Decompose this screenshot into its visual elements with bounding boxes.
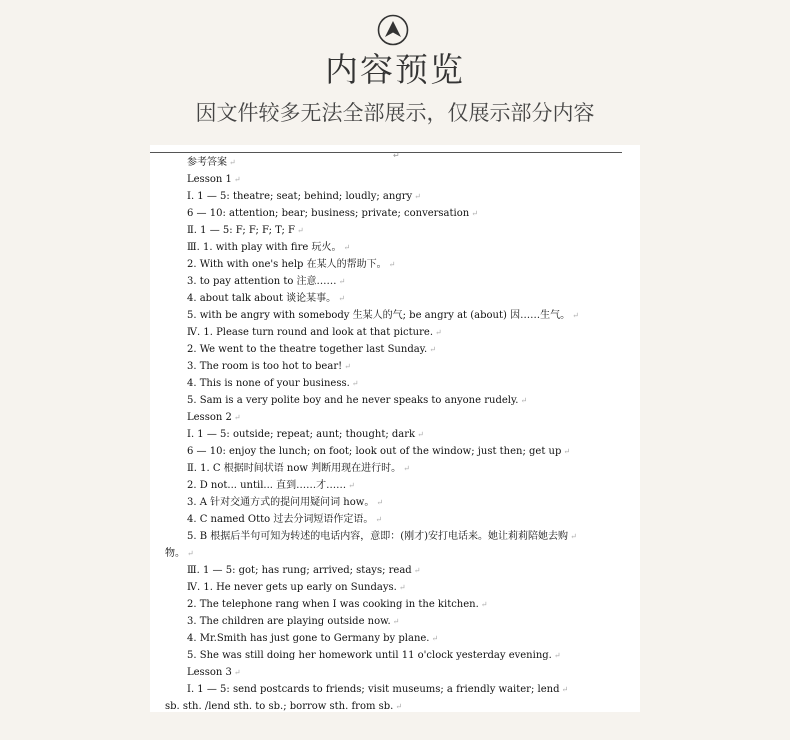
document-line (150, 307, 640, 324)
line-text: 2. We went to the theatre together last Sunday. (187, 344, 428, 355)
paragraph-mark-icon: ↵ (395, 702, 403, 711)
line-text: Ⅲ. 1. with play with fire 玩火。 (187, 242, 342, 253)
paragraph-mark-icon: ↵ (480, 600, 488, 609)
document-line (150, 426, 640, 443)
paragraph-mark-icon: ↵ (375, 515, 383, 524)
paragraph-mark-icon: ↵ (351, 379, 359, 388)
paragraph-mark-icon: ↵ (233, 413, 241, 422)
line-text: Ⅰ. 1 — 5: send postcards to friends; visit museums; a friendly waiter; lend (187, 684, 560, 695)
document-line (150, 375, 640, 392)
document-line (150, 324, 640, 341)
paragraph-mark-icon: ↵ (388, 260, 396, 269)
line-text: 5. with be angry with somebody 生某人的气; be angry at (about) 因……生气。 (187, 310, 571, 321)
paragraph-mark-icon: ↵ (229, 158, 236, 167)
paragraph-mark-icon: ↵ (344, 362, 351, 371)
document-line (150, 205, 640, 222)
document-line (150, 341, 640, 358)
paragraph-mark-icon: ↵ (403, 464, 410, 473)
line-text: 4. C named Otto 过去分词短语作定语。 (187, 514, 374, 525)
line-text: Lesson 1 (187, 174, 232, 185)
line-text: Ⅱ. 1. C 根据时间状语 now 判断用现在进行时。 (187, 463, 402, 474)
line-text: Ⅰ. 1 — 5: theatre; seat; behind; loudly; angry (187, 191, 413, 202)
document-line (150, 494, 640, 511)
document-line (150, 698, 640, 712)
line-text: 5. B 根据后半句可知为转述的电话内容，意即：(刚才)安打电话来。她让莉莉陪她去购 (187, 531, 569, 542)
line-text: Ⅲ. 1 — 5: got; has rung; arrived; stays; read (187, 565, 412, 576)
line-text: 2. The telephone rang when I was cooking in the kitchen. (187, 599, 479, 610)
line-text: 物。 (165, 548, 185, 559)
document-line (150, 392, 640, 409)
document-line (150, 239, 640, 256)
line-text: 3. A 针对交通方式的提问用疑问词 how。 (187, 497, 375, 508)
paragraph-mark-icon: ↵ (398, 583, 406, 592)
document-line (150, 409, 640, 426)
paragraph-mark-icon: ↵ (553, 651, 561, 660)
paragraph-mark-icon: ↵ (376, 498, 384, 507)
paragraph-mark-icon: ↵ (392, 617, 400, 626)
document-line (150, 477, 640, 494)
line-text: 5. Sam is a very polite boy and he never speaks to anyone rudely. (187, 395, 519, 406)
paragraph-mark-icon: ↵ (413, 566, 421, 575)
document-line (150, 443, 640, 460)
paragraph-mark-icon: ↵ (343, 243, 351, 252)
line-text: 4. Mr.Smith has just gone to Germany by plane. (187, 633, 430, 644)
document-line (150, 188, 640, 205)
paragraph-mark-icon: ↵ (572, 311, 579, 320)
document-line (150, 528, 640, 545)
line-text: Ⅱ. 1 — 5: F; F; F; T; F (187, 225, 295, 236)
paragraph-mark-icon: ↵ (561, 685, 569, 694)
document-line (150, 562, 640, 579)
document-line (150, 630, 640, 647)
line-text: Lesson 3 (187, 667, 232, 678)
paragraph-mark-icon: ↵ (431, 634, 439, 643)
line-text: Ⅳ. 1. He never gets up early on Sundays. (187, 582, 397, 593)
line-text: 4. about talk about 谈论某事。 (187, 293, 337, 304)
paragraph-mark-icon: ↵ (570, 532, 577, 541)
up-arrow-logo-icon (377, 14, 409, 46)
document-line (150, 222, 640, 239)
paragraph-mark-icon: ↵ (233, 175, 241, 184)
paragraph-mark-icon: ↵ (471, 209, 478, 218)
paragraph-mark-icon: ↵ (338, 277, 346, 286)
page-subtitle: 因文件较多无法全部展示，仅展示部分内容 (195, 101, 595, 125)
line-text: 5. She was still doing her homework until 11 o'clock yesterday evening. (187, 650, 552, 661)
line-text: 3. The room is too hot to bear! (187, 361, 343, 372)
document-line (150, 681, 640, 698)
line-text: Ⅰ. 1 — 5: outside; repeat; aunt; thought; dark (187, 429, 416, 440)
document-line (150, 358, 640, 375)
paragraph-mark-icon: ↵ (187, 549, 194, 558)
line-text: 4. This is none of your business. (187, 378, 350, 389)
document-line (150, 256, 640, 273)
line-text: 2. With with one's help 在某人的帮助下。 (187, 259, 387, 270)
header-rule (150, 151, 622, 160)
line-text: 3. The children are playing outside now. (187, 616, 391, 627)
document-line (150, 596, 640, 613)
document-line (150, 154, 640, 171)
paragraph-mark-icon: ↵ (429, 345, 436, 354)
paragraph-mark-icon: ↵ (233, 668, 241, 677)
document-body (150, 154, 640, 712)
paragraph-mark-icon: ↵ (348, 481, 355, 490)
line-text: 6 — 10: attention; bear; business; private; conversation (187, 208, 470, 219)
paragraph-mark-icon: ↵ (520, 396, 528, 405)
line-text: 2. D not... until... 直到……才…… (187, 480, 347, 491)
line-text: sb. sth. /lend sth. to sb.; borrow sth. from sb. (165, 701, 394, 712)
document-line (150, 273, 640, 290)
document-line (150, 647, 640, 664)
line-text: 参考答案 (187, 157, 227, 168)
line-text: 3. to pay attention to 注意…… (187, 276, 337, 287)
document-line (150, 290, 640, 307)
paragraph-mark-icon: ↵ (393, 151, 400, 160)
document-line (150, 613, 640, 630)
document-line (150, 545, 640, 562)
paragraph-mark-icon: ↵ (338, 294, 345, 303)
line-text: Lesson 2 (187, 412, 232, 423)
paragraph-mark-icon: ↵ (296, 226, 304, 235)
document-line (150, 511, 640, 528)
paragraph-mark-icon: ↵ (414, 192, 421, 201)
line-text: Ⅳ. 1. Please turn round and look at that picture. (187, 327, 433, 338)
paragraph-mark-icon: ↵ (435, 328, 442, 337)
document-line (150, 460, 640, 477)
page-title: 内容预览 (325, 50, 465, 89)
document-line (150, 171, 640, 188)
document-preview (150, 145, 640, 712)
document-line (150, 664, 640, 681)
document-line (150, 579, 640, 596)
paragraph-mark-icon: ↵ (563, 447, 571, 456)
paragraph-mark-icon: ↵ (417, 430, 424, 439)
line-text: 6 — 10: enjoy the lunch; on foot; look out of the window; just then; get up (187, 446, 562, 457)
